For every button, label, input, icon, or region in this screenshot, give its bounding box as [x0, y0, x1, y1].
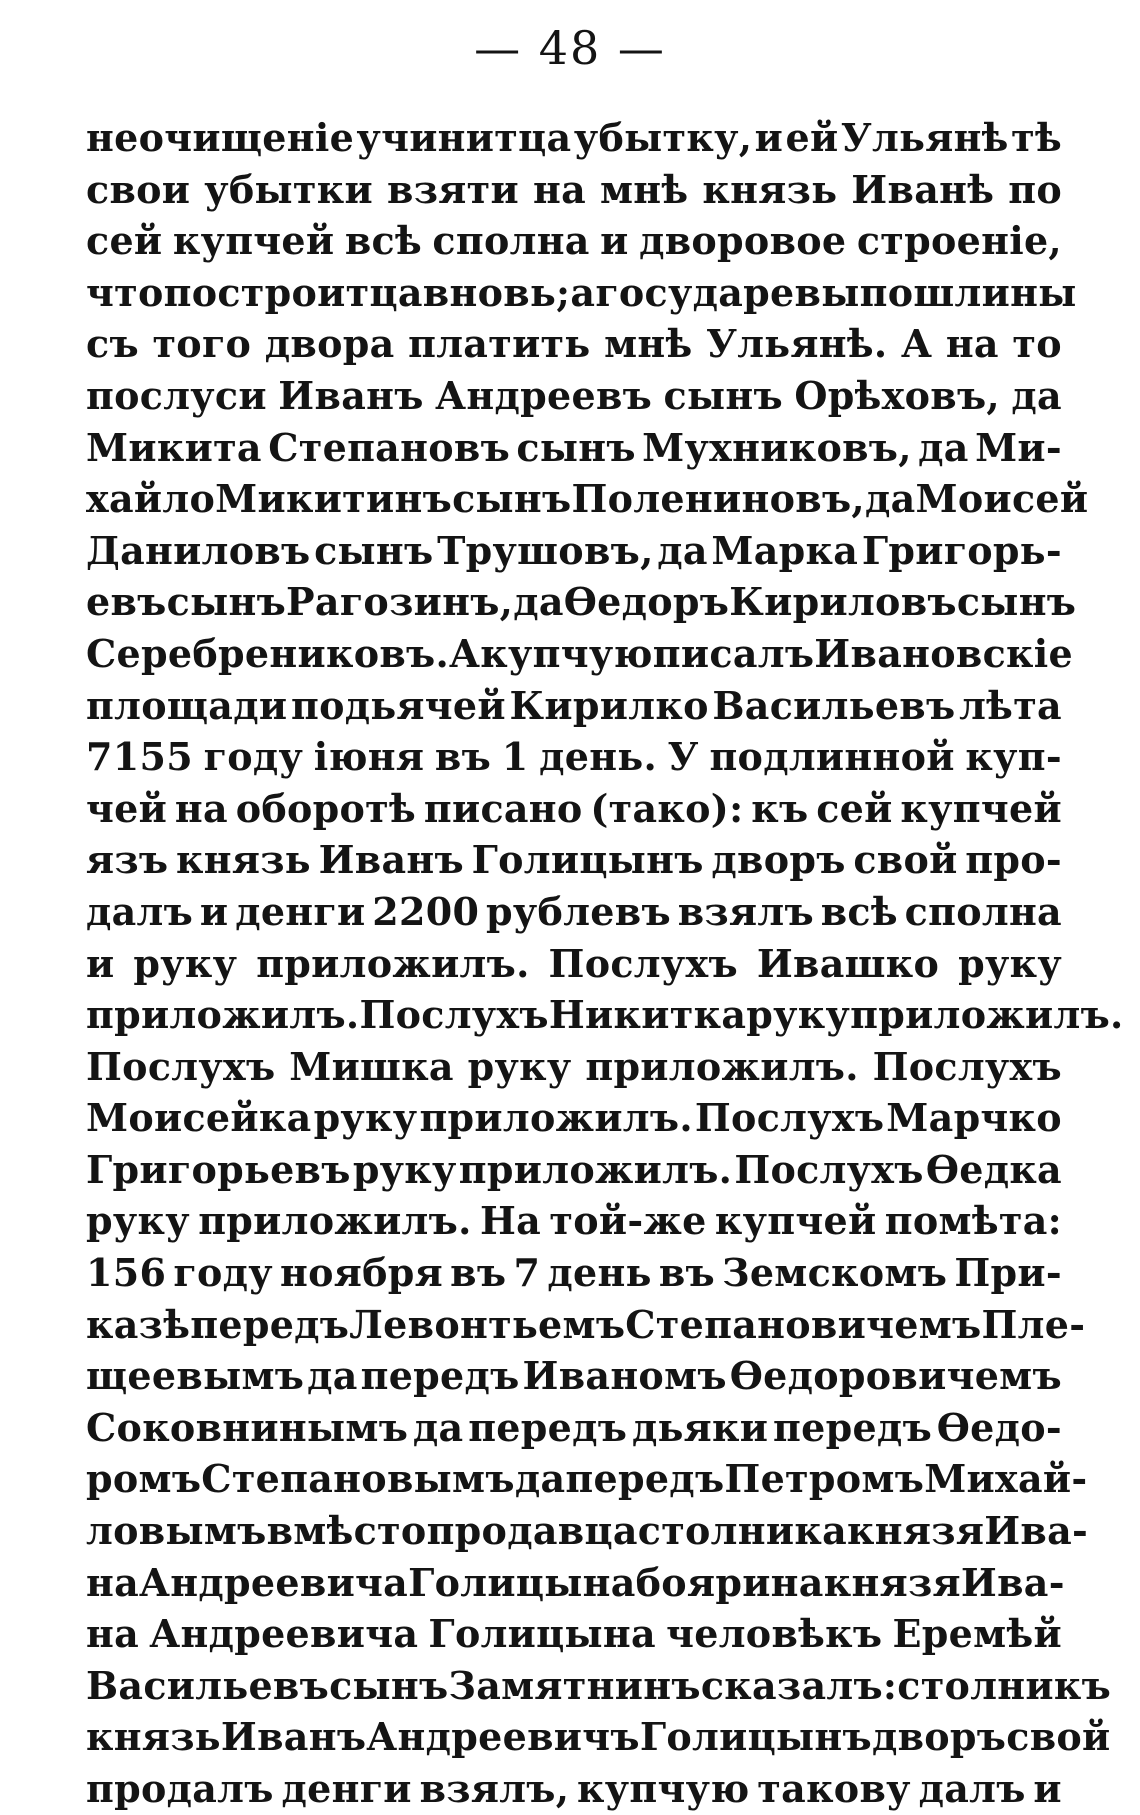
- body-text: [86, 112, 1124, 1815]
- word: Иванъ: [318, 837, 464, 883]
- word: князя: [847, 1508, 985, 1554]
- word: Никитка: [548, 992, 747, 1038]
- word: дворовое: [639, 218, 847, 264]
- word: приложилъ.: [198, 1198, 472, 1244]
- word: князь: [176, 837, 311, 883]
- word: хайло: [86, 476, 216, 522]
- text-line: [86, 1144, 1062, 1196]
- text-line: [86, 1711, 1111, 1763]
- text-line: [86, 886, 1062, 938]
- page-number: — 48 —: [474, 21, 666, 75]
- word: да: [918, 424, 969, 470]
- word: Голицынъ: [639, 1714, 872, 1760]
- word: свой: [1006, 1714, 1111, 1760]
- word: руку: [746, 992, 851, 1038]
- word: и: [86, 940, 115, 986]
- word: далъ: [918, 1766, 1026, 1811]
- word: что: [86, 269, 164, 315]
- word: Земскомъ: [722, 1250, 948, 1296]
- word: день: [547, 1250, 652, 1296]
- word: Андреевича: [149, 1611, 419, 1657]
- word: сказалъ:: [700, 1662, 898, 1708]
- word: на: [174, 785, 228, 831]
- word: Моисей: [915, 476, 1089, 522]
- word: оборотѣ: [235, 785, 417, 831]
- word: вмѣсто: [266, 1508, 427, 1554]
- word: сынъ: [956, 579, 1077, 625]
- word: Микита: [86, 424, 262, 470]
- word: мнѣ: [604, 321, 693, 367]
- word: Послухъ: [872, 1043, 1062, 1089]
- word: Моисейка: [86, 1095, 312, 1141]
- word: и: [600, 218, 629, 264]
- word: язъ: [86, 837, 169, 883]
- word: 156: [86, 1250, 167, 1296]
- word: день.: [539, 734, 657, 780]
- word: Соковнинымъ: [86, 1404, 409, 1450]
- word: Степановичемъ: [625, 1301, 982, 1347]
- word: взяти: [387, 166, 519, 212]
- text-line: [86, 370, 1062, 422]
- word: Голицынъ: [471, 837, 704, 883]
- word: При-: [954, 1250, 1062, 1296]
- word: съ: [86, 321, 139, 367]
- word: того: [152, 321, 252, 367]
- text-line: [86, 1763, 1062, 1815]
- word: Ми-: [975, 424, 1062, 470]
- word: Михай-: [924, 1456, 1088, 1502]
- text-line: [86, 1299, 1086, 1351]
- word: 1: [501, 734, 529, 780]
- word: Кириловъ: [729, 579, 957, 625]
- word: въ: [658, 1250, 715, 1296]
- word: да: [514, 1456, 566, 1502]
- word: руку: [133, 940, 238, 986]
- text-line: [86, 834, 1062, 886]
- word: князь: [702, 166, 838, 212]
- word: Васильевъ: [712, 682, 956, 728]
- text-line: [86, 1350, 1062, 1402]
- word: сей: [86, 218, 163, 264]
- word: взялъ: [677, 888, 814, 934]
- word: А: [449, 630, 481, 676]
- text-line: [86, 628, 1073, 680]
- word: Голицына: [408, 1559, 636, 1605]
- text-line: [86, 576, 1077, 628]
- word: А: [901, 321, 933, 367]
- word: продалъ: [86, 1766, 274, 1811]
- word: денги: [281, 1766, 412, 1811]
- word: руку: [958, 940, 1062, 986]
- word: тѣ: [1011, 115, 1062, 160]
- word: Андреевъ: [435, 372, 653, 418]
- word: построитца: [163, 269, 423, 315]
- word: передъ: [773, 1404, 933, 1450]
- word: площади: [86, 682, 288, 728]
- word: къ: [751, 785, 809, 831]
- word: Марка: [711, 527, 859, 573]
- text-line: [86, 164, 1062, 216]
- text-line: [86, 989, 1124, 1041]
- word: дворъ: [871, 1714, 1007, 1760]
- word: человѣкъ: [666, 1611, 883, 1657]
- word: Степановъ: [268, 424, 511, 470]
- word: ловымъ: [86, 1508, 267, 1554]
- word: Пле-: [981, 1301, 1086, 1347]
- word: на: [86, 1559, 140, 1605]
- word: купчую: [480, 630, 653, 676]
- word: руку: [467, 1043, 572, 1089]
- word: Марчко: [886, 1095, 1062, 1141]
- word: всѣ: [344, 218, 422, 264]
- word: столника: [637, 1508, 848, 1554]
- word: и: [199, 888, 229, 934]
- word: (тако):: [590, 785, 744, 831]
- word: іюня: [313, 734, 425, 780]
- word: Иванъ: [220, 1714, 367, 1760]
- word: денги: [235, 888, 366, 934]
- word: Замятнинъ: [448, 1662, 701, 1708]
- word: купчей: [900, 785, 1062, 831]
- word: Микитинъ: [215, 476, 453, 522]
- word: въ: [434, 734, 492, 780]
- word: Послухъ: [86, 1043, 276, 1089]
- word: столникъ: [897, 1662, 1112, 1708]
- word: да: [864, 476, 916, 522]
- word: 7: [513, 1250, 541, 1296]
- word: государевы: [595, 269, 860, 315]
- word: на: [86, 1611, 140, 1657]
- word: сынъ: [314, 527, 434, 573]
- word: передъ: [190, 1301, 350, 1347]
- word: сей: [816, 785, 893, 831]
- word: мнѣ: [599, 166, 689, 212]
- word: пошлины: [859, 269, 1077, 315]
- word: свой: [853, 837, 958, 883]
- word: послуси: [86, 372, 267, 418]
- word: Ѳедка: [925, 1146, 1062, 1192]
- word: Послухъ: [694, 1095, 885, 1141]
- word: Андреевичъ: [366, 1714, 640, 1760]
- word: Кирилко: [509, 682, 709, 728]
- word: дворъ: [711, 837, 846, 883]
- word: Ѳедоровичемъ: [729, 1353, 1062, 1399]
- word: Ѳедоръ: [563, 579, 730, 625]
- word: приложилъ.: [256, 940, 530, 986]
- word: году: [173, 1250, 273, 1296]
- word: казѣ: [86, 1301, 191, 1347]
- word: евъ: [86, 579, 167, 625]
- word: Ива-: [960, 1559, 1065, 1605]
- word: щеевымъ: [86, 1353, 305, 1399]
- word: далъ: [86, 888, 194, 934]
- text-line: [86, 1247, 1062, 1299]
- text-line: [86, 1402, 1062, 1454]
- text-line: [86, 422, 1062, 474]
- word: приложилъ.: [419, 1095, 693, 1141]
- word: сынъ: [452, 476, 572, 522]
- text-line: [86, 215, 1062, 267]
- word: вновь;: [422, 269, 571, 315]
- word: руку: [352, 1146, 457, 1192]
- word: то: [1012, 321, 1062, 367]
- word: приложилъ.: [458, 1146, 733, 1192]
- word: да: [307, 1353, 358, 1399]
- word: куп-: [965, 734, 1062, 780]
- word: чей: [86, 785, 168, 831]
- word: Серебрениковъ.: [86, 630, 450, 676]
- word: Иваномъ: [522, 1353, 727, 1399]
- word: да: [412, 1404, 464, 1450]
- text-line: [86, 112, 1062, 164]
- word: подлинной: [709, 734, 955, 780]
- word: и: [754, 115, 784, 160]
- word: сполна: [904, 888, 1062, 934]
- word: сынъ: [166, 579, 287, 625]
- word: 2200: [372, 888, 480, 934]
- word: Ивашко: [756, 940, 940, 986]
- word: рублевъ: [486, 888, 671, 934]
- word: На: [479, 1198, 542, 1244]
- word: на: [532, 166, 586, 212]
- word: ей: [785, 115, 839, 160]
- word: передъ: [565, 1456, 725, 1502]
- word: У: [667, 734, 699, 780]
- word: Мухниковъ,: [642, 424, 912, 470]
- word: приложилъ.: [850, 992, 1124, 1038]
- word: князя: [823, 1559, 961, 1605]
- word: сынъ: [329, 1662, 449, 1708]
- word: продавца: [426, 1508, 638, 1554]
- text-line: [86, 525, 1062, 577]
- word: платить: [408, 321, 591, 367]
- text-line: [86, 680, 1062, 732]
- word: на: [945, 321, 999, 367]
- word: руку: [86, 1198, 190, 1244]
- word: Ива-: [984, 1508, 1089, 1554]
- word: передъ: [468, 1404, 628, 1450]
- word: двора: [264, 321, 395, 367]
- text-line: [86, 783, 1062, 835]
- text-line: [86, 1505, 1089, 1557]
- word: помѣта:: [884, 1198, 1062, 1244]
- text-line: [86, 1195, 1062, 1247]
- word: сынъ: [516, 424, 636, 470]
- word: Орѣховъ,: [794, 372, 1000, 418]
- text-line: [86, 938, 1062, 990]
- word: Голицына: [428, 1611, 656, 1657]
- word: Ульянѣ: [840, 115, 1009, 160]
- text-line: [86, 1660, 1112, 1712]
- text-line: [86, 1557, 1065, 1609]
- word: Григорьевъ: [86, 1146, 351, 1192]
- word: учинитца: [356, 115, 572, 160]
- word: приложилъ.: [585, 1043, 859, 1089]
- word: купчую: [577, 1766, 750, 1811]
- word: Иванъ: [278, 372, 424, 418]
- word: князь: [86, 1714, 221, 1760]
- word: Левонтьемъ: [349, 1301, 626, 1347]
- word: убытку,: [573, 115, 753, 160]
- word: Андреевича: [139, 1559, 409, 1605]
- word: строеніе,: [856, 218, 1062, 264]
- word: Ивановскіе: [814, 630, 1073, 676]
- word: 7155: [86, 734, 193, 780]
- word: Степановымъ: [201, 1456, 515, 1502]
- word: да: [1011, 372, 1062, 418]
- word: ромъ: [86, 1456, 202, 1502]
- word: году: [203, 734, 304, 780]
- word: Мишка: [289, 1043, 454, 1089]
- word: передъ: [360, 1353, 520, 1399]
- word: Еремѣй: [892, 1611, 1062, 1657]
- word: Трушовъ,: [437, 527, 654, 573]
- word: взялъ,: [419, 1766, 570, 1811]
- word: неочищеніе: [86, 115, 355, 160]
- word: въ: [450, 1250, 507, 1296]
- text-line: [86, 1453, 1088, 1505]
- word: Даниловъ: [86, 527, 311, 573]
- word: писано: [423, 785, 583, 831]
- text-line: [86, 1092, 1062, 1144]
- word: да: [513, 579, 564, 625]
- word: Григорь-: [861, 527, 1062, 573]
- word: Послухъ: [734, 1146, 924, 1192]
- word: лѣта: [959, 682, 1062, 728]
- word: ноября: [280, 1250, 444, 1296]
- word: Ульянѣ.: [706, 321, 888, 367]
- word: Полениновъ,: [571, 476, 865, 522]
- word: по: [1008, 166, 1062, 212]
- word: Петромъ: [724, 1456, 925, 1502]
- word: руку: [313, 1095, 418, 1141]
- word: писалъ: [652, 630, 815, 676]
- word: купчей: [172, 218, 335, 264]
- word: Рагозинъ,: [286, 579, 514, 625]
- text-line: [86, 1041, 1062, 1093]
- word: боярина: [635, 1559, 824, 1605]
- word: Васильевъ: [86, 1662, 330, 1708]
- word: про-: [965, 837, 1062, 883]
- word: всѣ: [820, 888, 898, 934]
- word: сынъ: [663, 372, 783, 418]
- word: Иванѣ: [851, 166, 995, 212]
- text-line: [86, 473, 1089, 525]
- word: убытки: [204, 166, 374, 212]
- word: той-же: [549, 1198, 707, 1244]
- word: свои: [86, 166, 191, 212]
- word: Послухъ: [359, 992, 549, 1038]
- word: подьячей: [290, 682, 506, 728]
- text-line: [86, 267, 1077, 319]
- word: а: [570, 269, 596, 315]
- text-line: [86, 1608, 1062, 1660]
- word: купчей: [714, 1198, 877, 1244]
- word: да: [657, 527, 708, 573]
- word: такову: [757, 1766, 911, 1811]
- text-line: [86, 318, 1062, 370]
- word: приложилъ.: [86, 992, 360, 1038]
- word: дьяки: [631, 1404, 769, 1450]
- text-line: [86, 731, 1062, 783]
- word: Послухъ: [548, 940, 738, 986]
- word: сполна: [432, 218, 590, 264]
- word: и: [1033, 1766, 1062, 1811]
- word: Ѳедо-: [936, 1404, 1062, 1450]
